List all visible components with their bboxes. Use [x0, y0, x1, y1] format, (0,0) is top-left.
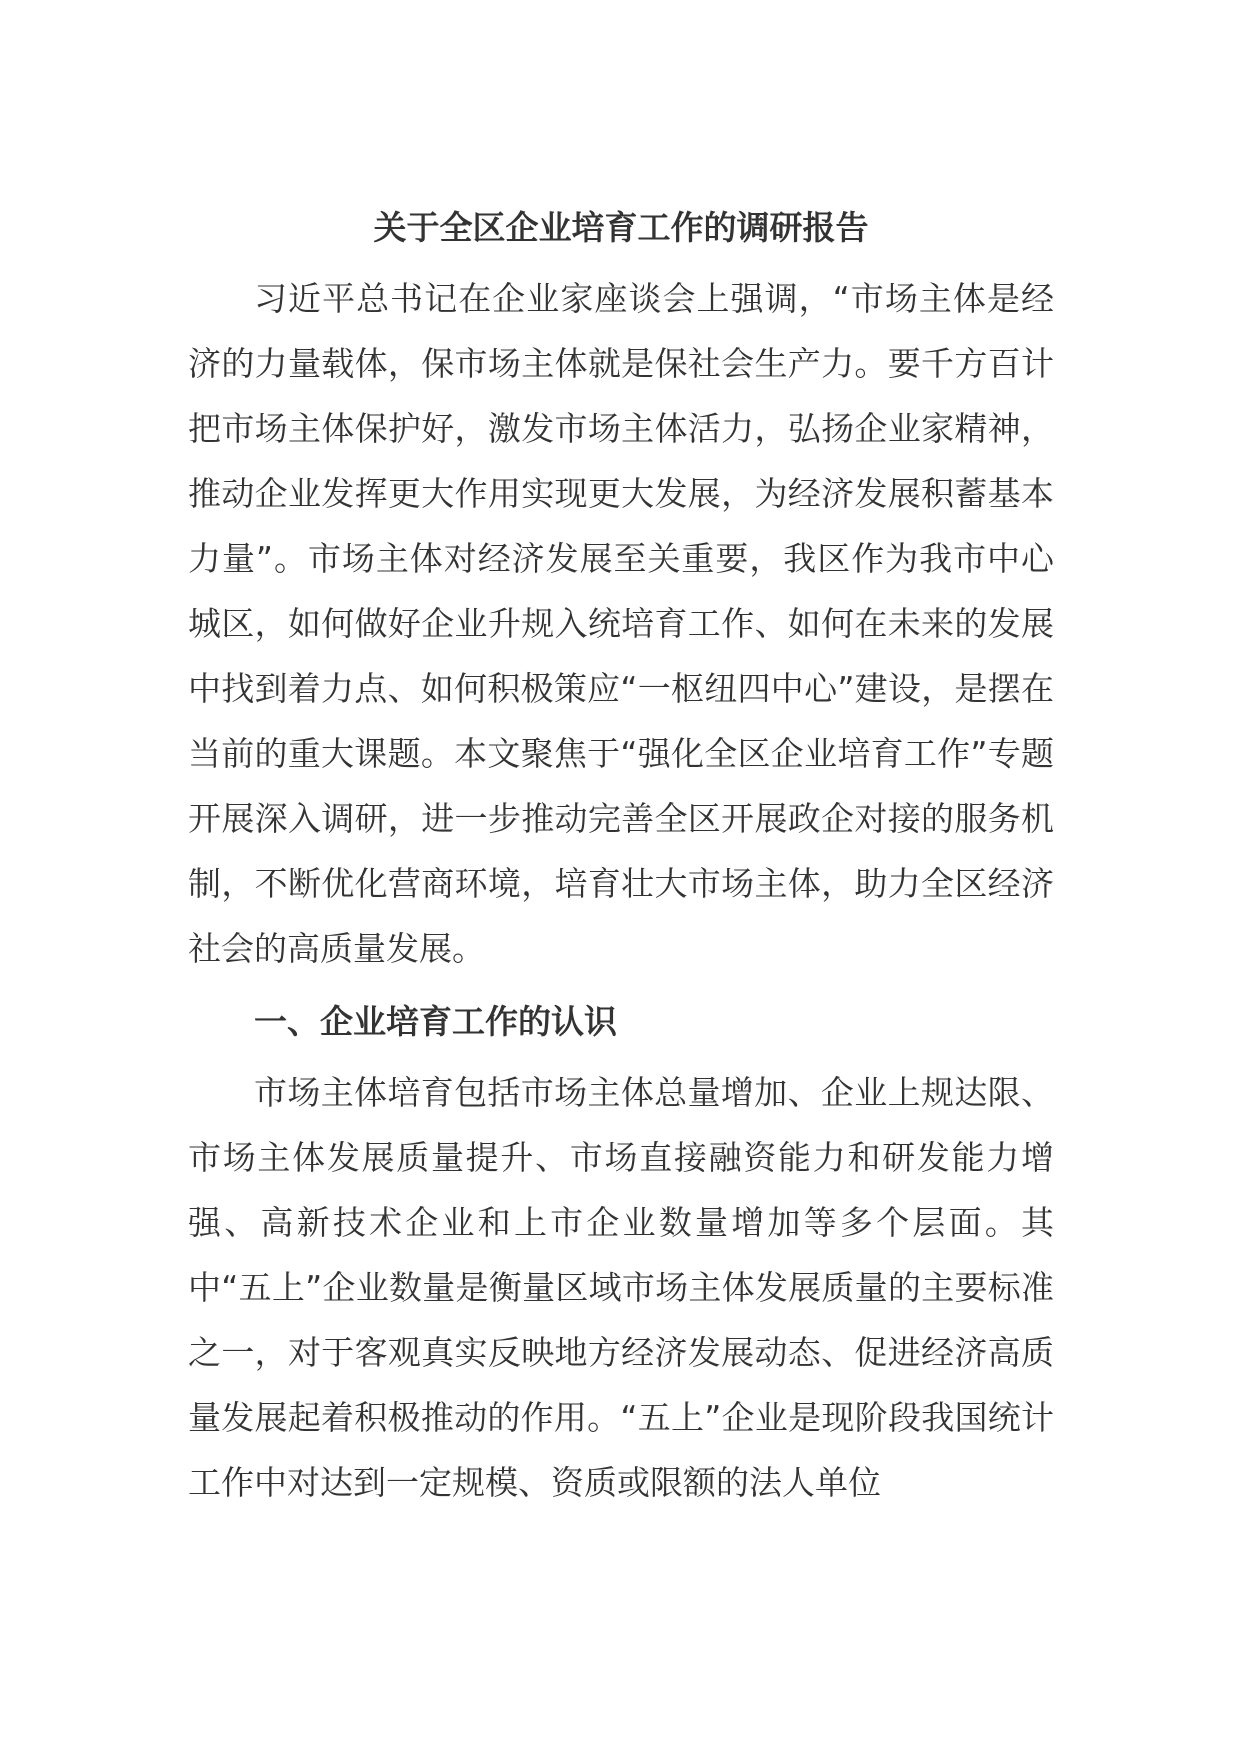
intro-paragraph: 习近平总书记在企业家座谈会上强调，“市场主体是经济的力量载体，保市场主体就是保社会生产力。要千方百计把市场主体保护好，激发市场主体活力，弘扬企业家精神，推动企业发挥更大作用实现更大发展，为经济发展积蓄基本力量”。市场主体对经济发展至关重要，我区作为我市中心城区，如何做好企业升规入统培育工作、如何在未来的发展中找到着力点、如何积极策应“一枢纽四中心”建设，是摆在当前的重大课题。本文聚焦于“强化全区企业培育工作”专题开展深入调研，进一步推动完善全区开展政企对接的服务机制，不断优化营商环境，培育壮大市场主体，助力全区经济社会的高质量发展。: [188, 279, 1054, 968]
document-page: [188, 200, 1054, 1515]
section-heading: 一、企业培育工作的认识: [254, 1002, 617, 1041]
section-paragraph: 市场主体培育包括市场主体总量增加、企业上规达限、市场主体发展质量提升、市场直接融资能力和研发能力增强、高新技术企业和上市企业数量增加等多个层面。其中“五上”企业数量是衡量区域市场主体发展质量的主要标准之一，对于客观真实反映地方经济发展动态、促进经济高质量发展起着积极推动的作用。“五上”企业是现阶段我国统计工作中对达到一定规模、资质或限额的法人单位: [188, 1073, 1054, 1502]
document-title: 关于全区企业培育工作的调研报告: [373, 208, 869, 247]
